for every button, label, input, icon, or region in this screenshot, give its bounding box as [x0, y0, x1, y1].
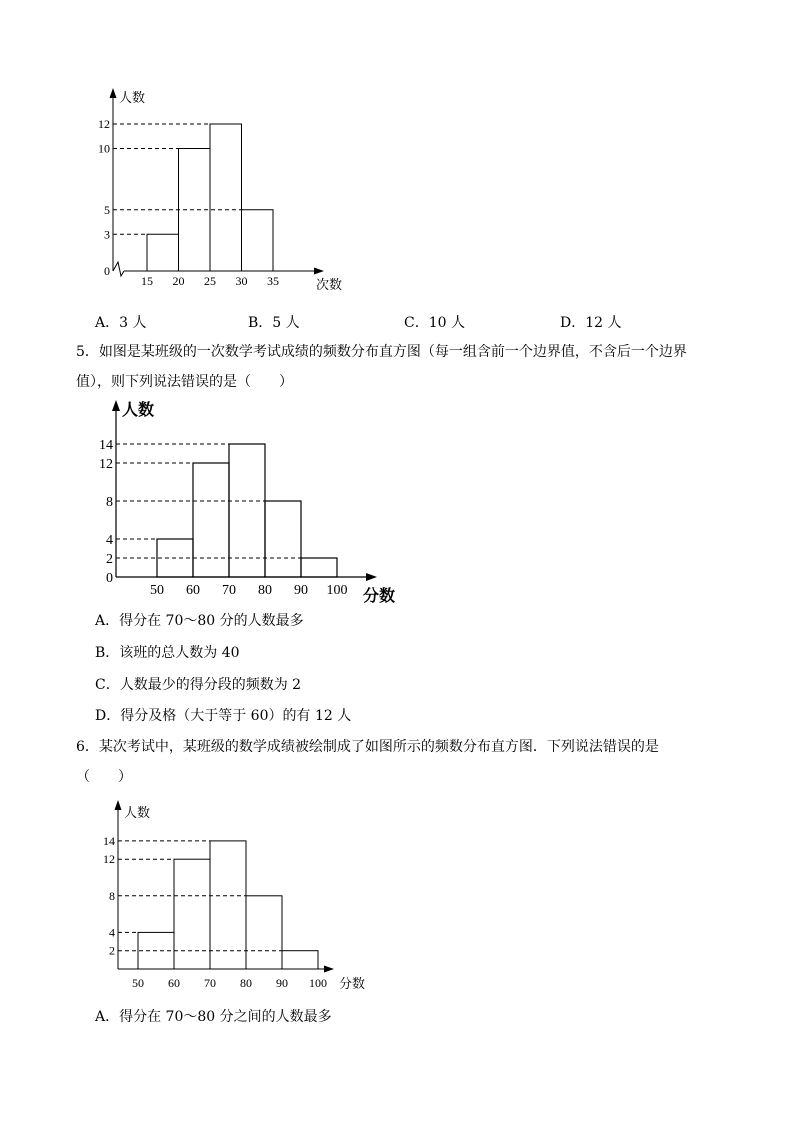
bar-70-80	[229, 444, 265, 577]
q6-option-a[interactable]: A．得分在 70～80 分之间的人数最多	[95, 1009, 332, 1025]
y-tick-label: 12	[103, 852, 115, 867]
q5-option-c[interactable]: C．人数最少的得分段的频数为 2	[95, 677, 302, 693]
y-tick-label: 4	[106, 533, 113, 548]
x-tick-label: 80	[240, 976, 252, 990]
x-tick-label: 70	[222, 583, 236, 598]
y-tick-label: 10	[98, 141, 110, 156]
bar-70-80	[210, 841, 246, 969]
bar-90-100	[301, 558, 337, 577]
histogram-chart-3	[0, 795, 794, 1000]
x-tick-label: 70	[204, 976, 216, 990]
x-axis-label: 分数	[339, 976, 366, 991]
y-tick-label: 2	[106, 552, 113, 567]
x-axis-arrow	[366, 573, 377, 581]
x-tick-label: 90	[276, 976, 288, 990]
bar-30-35	[242, 210, 274, 271]
y-tick-label: 0	[106, 571, 113, 586]
q6-stem-line-2: （ ）	[76, 769, 132, 785]
x-tick-label: 100	[309, 976, 327, 990]
x-tick-label: 25	[204, 274, 216, 288]
axis-break	[113, 262, 124, 276]
y-tick-label: 4	[109, 925, 115, 940]
bar-60-70	[174, 859, 210, 969]
q5-option-b[interactable]: B．该班的总人数为 40	[95, 645, 240, 661]
y-tick-label: 5	[104, 202, 110, 217]
bar-80-90	[265, 501, 301, 577]
y-tick-label: 8	[109, 888, 115, 903]
y-tick-label: 12	[99, 457, 113, 472]
y-tick-label: 12	[98, 117, 110, 131]
q5-stem-line-2: 值），则下列说法错误的是（ ）	[76, 374, 293, 390]
bar-60-70	[193, 463, 229, 577]
bar-25-30	[210, 124, 242, 271]
x-axis-label: 次数	[316, 277, 343, 292]
q4-option-a[interactable]: A．3 人	[95, 315, 147, 331]
q4-option-c[interactable]: C．10 人	[404, 315, 465, 331]
q6-stem-line-1: 6．某次考试中，某班级的数学成绩被绘制成了如图所示的频数分布直方图．下列说法错误的是	[76, 739, 659, 755]
x-tick-label: 50	[132, 976, 144, 990]
y-tick-label: 8	[106, 495, 113, 510]
q5-option-a[interactable]: A．得分在 70～80 分的人数最多	[95, 613, 304, 629]
y-axis-arrow	[112, 400, 120, 411]
bar-90-100	[282, 951, 318, 969]
x-tick-label: 90	[294, 583, 308, 598]
x-tick-label: 50	[150, 583, 164, 598]
x-axis-label: 分数	[363, 588, 396, 605]
q4-option-b[interactable]: B．5 人	[248, 315, 300, 331]
x-tick-label: 30	[235, 274, 248, 288]
y-axis-label: 人数	[119, 90, 146, 105]
y-tick-label: 14	[99, 438, 113, 453]
bar-80-90	[246, 896, 282, 969]
x-tick-label: 60	[186, 583, 200, 598]
y-tick-label: 0	[104, 264, 110, 278]
x-tick-label: 20	[172, 274, 185, 288]
histogram-chart-2	[0, 395, 794, 610]
histogram-chart-1	[0, 0, 794, 310]
y-tick-label: 14	[103, 833, 115, 848]
x-tick-label: 15	[141, 274, 153, 288]
x-axis-arrow	[324, 966, 334, 973]
y-axis-label: 人数	[124, 805, 151, 820]
x-tick-label: 35	[267, 274, 279, 288]
q5-option-d[interactable]: D．得分及格（大于等于 60）的有 12 人	[95, 708, 352, 724]
y-axis-arrow	[110, 88, 117, 98]
q5-stem-line-1: 5．如图是某班级的一次数学考试成绩的频数分布直方图（每一组含前一个边界值，不含后一个边界	[76, 344, 687, 360]
y-axis-label: 人数	[122, 402, 155, 419]
q4-option-d[interactable]: D．12 人	[560, 315, 622, 331]
x-tick-label: 100	[326, 583, 348, 598]
x-tick-label: 80	[258, 583, 272, 598]
x-axis-arrow	[314, 268, 324, 275]
x-tick-label: 60	[168, 976, 180, 990]
y-tick-label: 3	[104, 227, 110, 242]
y-tick-label: 2	[109, 943, 115, 958]
y-axis-arrow	[115, 800, 122, 810]
bar-15-20	[147, 234, 179, 271]
